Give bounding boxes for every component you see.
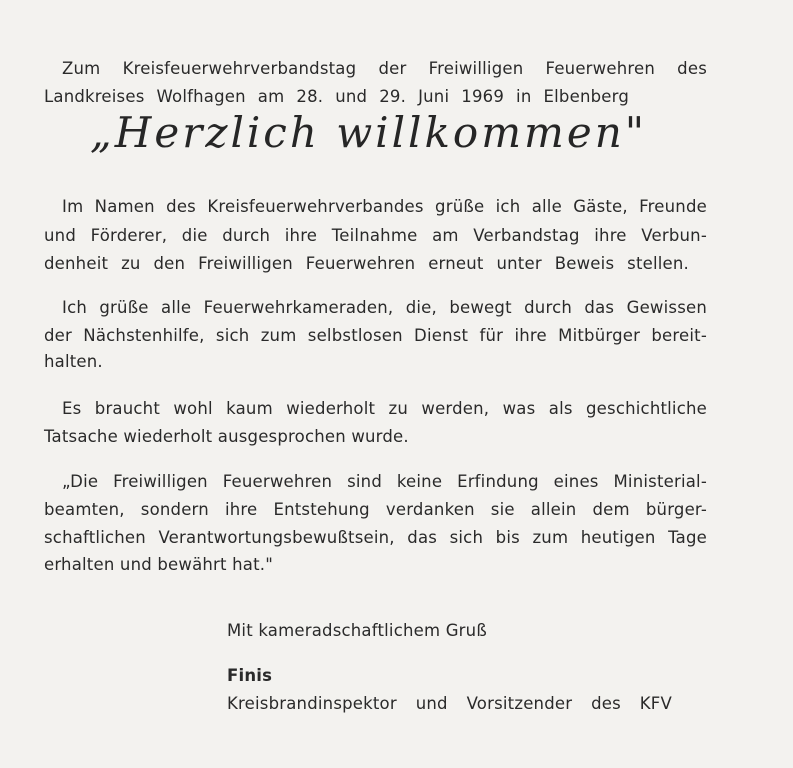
quote-line-4: erhalten und bewährt hat." [44,555,274,574]
paragraph-2-line-3: halten. [44,352,103,371]
paragraph-3-line-1: Es braucht wohl kaum wiederholt zu werden, was als geschichtliche [62,399,707,418]
welcome-title: „Herzlich willkommen" [90,108,648,157]
quote-line-3: schaftlichen Verantwortungsbewußtsein, das sich bis zum heutigen Tage [44,528,707,547]
paragraph-3-line-2: Tatsache wiederholt ausgesprochen wurde. [44,427,409,446]
closing-greeting: Mit kameradschaftlichem Gruß [227,621,487,640]
paragraph-1-line-3: denheit zu den Freiwilligen Feuerwehren erneut unter Beweis stellen. [44,254,689,273]
paragraph-1-line-2: und Förderer, die durch ihre Teilnahme am Verbandstag ihre Verbun- [44,226,707,245]
signature-name: Finis [227,666,273,685]
paragraph-2-line-1: Ich grüße alle Feuerwehrkameraden, die, bewegt durch das Gewissen [62,298,707,317]
quote-line-2: beamten, sondern ihre Entstehung verdanken sie allein dem bürger- [44,500,707,519]
intro-line-2: Landkreises Wolfhagen am 28. und 29. Juni 1969 in Elbenberg [44,87,629,106]
signature-position: Kreisbrandinspektor und Vorsitzender des KFV [227,694,672,713]
paragraph-1-line-1: Im Namen des Kreisfeuerwehrverbandes grüße ich alle Gäste, Freunde [62,197,707,216]
quote-line-1: „Die Freiwilligen Feuerwehren sind keine Erfindung eines Ministerial- [62,472,707,491]
intro-line-1: Zum Kreisfeuerwehrverbandstag der Freiwilligen Feuerwehren des [62,59,707,78]
paragraph-2-line-2: der Nächstenhilfe, sich zum selbstlosen Dienst für ihre Mitbürger bereit- [44,326,707,345]
